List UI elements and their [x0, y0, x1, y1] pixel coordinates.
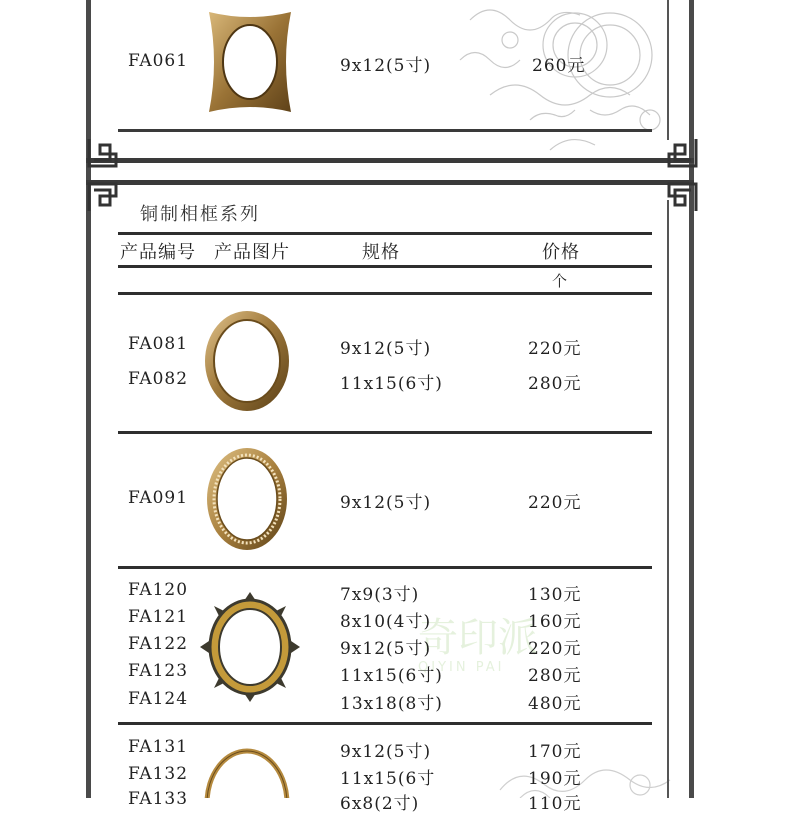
- product-price: 260元: [532, 56, 586, 76]
- product-price: 170元: [528, 742, 582, 762]
- product-price: 160元: [528, 612, 582, 632]
- product-spec: 6x8(2寸): [340, 794, 420, 814]
- left-border: [86, 0, 91, 798]
- section-title: 铜制相框系列: [140, 204, 260, 225]
- top-panel-rule: [118, 129, 652, 132]
- cloud-pattern-decoration: [450, 0, 690, 160]
- product-spec: 11x15(6寸): [340, 374, 443, 394]
- knot-ornament-icon: [86, 136, 122, 172]
- right-border: [689, 0, 694, 798]
- group-divider: [118, 566, 652, 569]
- product-code: FA133: [128, 789, 189, 809]
- product-price: 110元: [528, 794, 582, 814]
- watermark-subtext: QIYIN PAI: [418, 660, 505, 675]
- header-image: 产品图片: [214, 242, 290, 263]
- watermark-text: 奇印派: [418, 615, 538, 661]
- oval-frame-image: [202, 308, 292, 414]
- product-code: FA091: [128, 488, 189, 508]
- product-spec: 9x12(5寸): [340, 742, 432, 762]
- product-spec: 9x12(5寸): [340, 639, 432, 659]
- product-price: 480元: [528, 694, 582, 714]
- product-code: FA081: [128, 334, 189, 354]
- product-code: FA120: [128, 580, 189, 600]
- header-code: 产品编号: [120, 242, 196, 263]
- ornate-spiked-frame-image: [200, 592, 300, 702]
- product-code: FA131: [128, 737, 189, 757]
- knot-ornament-icon: [86, 178, 122, 214]
- product-spec: 13x18(8寸): [340, 694, 443, 714]
- product-price: 130元: [528, 585, 582, 605]
- header-unit: 个: [552, 272, 568, 290]
- product-code: FA061: [128, 51, 189, 71]
- product-code: FA082: [128, 369, 189, 389]
- right-inner-border-lower: [667, 200, 669, 798]
- header-spec: 规格: [362, 242, 400, 263]
- right-inner-border: [667, 0, 669, 140]
- product-price: 220元: [528, 493, 582, 513]
- beaded-oval-frame-image: [204, 445, 290, 553]
- thin-oval-frame-image: [204, 748, 290, 798]
- product-price: 220元: [528, 339, 582, 359]
- header-top-rule: [118, 232, 652, 235]
- cloud-pattern-decoration-bottom: [490, 760, 690, 798]
- product-price: 190元: [528, 769, 582, 789]
- product-price: 280元: [528, 666, 582, 686]
- product-spec: 8x10(4寸): [340, 612, 432, 632]
- product-code: FA121: [128, 607, 189, 627]
- header-price: 价格: [542, 242, 580, 263]
- product-code: FA123: [128, 661, 189, 681]
- knot-ornament-icon: [663, 136, 699, 172]
- product-code: FA124: [128, 689, 189, 709]
- product-price: 280元: [528, 374, 582, 394]
- product-spec: 9x12(5寸): [340, 339, 432, 359]
- product-spec: 9x12(5寸): [340, 493, 432, 513]
- group-divider: [118, 431, 652, 434]
- product-code: FA132: [128, 764, 189, 784]
- knot-ornament-icon: [663, 178, 699, 214]
- product-spec: 7x9(3寸): [340, 585, 420, 605]
- group-divider: [118, 722, 652, 725]
- product-code: FA122: [128, 634, 189, 654]
- subheader-rule: [118, 292, 652, 295]
- product-price: 220元: [528, 639, 582, 659]
- square-frame-image: [205, 8, 295, 116]
- product-spec: 11x15(6寸): [340, 666, 443, 686]
- header-bottom-rule: [118, 265, 652, 268]
- bottom-panel-top-border: [86, 180, 694, 185]
- top-panel-bottom-border: [86, 158, 694, 163]
- product-spec: 11x15(6寸: [340, 769, 436, 789]
- product-spec: 9x12(5寸): [340, 56, 432, 76]
